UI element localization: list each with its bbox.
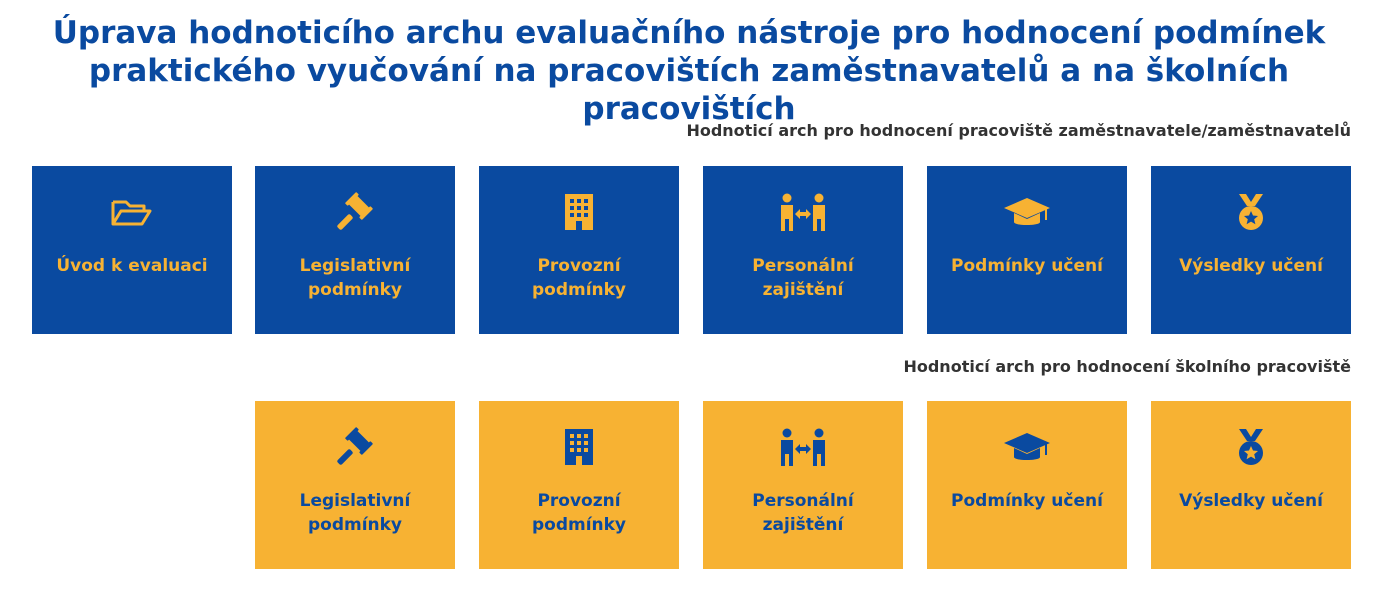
people-exchange-icon [703,192,903,232]
tile-label: Personální zajištění [752,491,854,535]
tile-label: Personální zajištění [752,256,854,300]
tile-label: Úvod k evaluaci [56,256,208,276]
people-exchange-icon [703,427,903,467]
tile-label: Podmínky učení [951,491,1103,511]
school-tile-podminky-uceni[interactable] [927,401,1127,569]
graduation-cap-icon [927,427,1127,467]
medal-icon [1151,192,1351,232]
building-icon [479,192,679,232]
tile-label: Provozní podmínky [531,491,627,535]
school-section-label: Hodnoticí arch pro hodnocení školního pracoviště [903,357,1351,376]
gavel-icon [255,192,455,232]
tile-label: Legislativní podmínky [299,491,411,535]
tile-label: Podmínky učení [951,256,1103,276]
employer-section-label: Hodnoticí arch pro hodnocení pracoviště zaměstnavatele/zaměstnavatelů [686,121,1351,140]
medal-icon [1151,427,1351,467]
employer-tile-provozni[interactable] [479,166,679,334]
page-title-line-2: praktického vyučování na pracovištích zaměstnavatelů a na školních pracovištích [88,53,1290,127]
tile-label: Výsledky učení [1179,256,1323,276]
building-icon [479,427,679,467]
tile-label: Výsledky učení [1179,491,1323,511]
school-tile-personalni[interactable] [703,401,903,569]
employer-tile-podminky-uceni[interactable] [927,166,1127,334]
graduation-cap-icon [927,192,1127,232]
tile-label: Provozní podmínky [531,256,627,300]
page-title-line-1: Úprava hodnoticího archu evaluačního nástroje pro hodnocení podmínek [52,15,1326,51]
folder-open-icon [32,192,232,232]
page-title [0,14,1378,128]
employer-tile-uvod[interactable] [32,166,232,334]
school-tile-legislativni[interactable] [255,401,455,569]
employer-tile-personalni[interactable] [703,166,903,334]
employer-tile-vysledky-uceni[interactable] [1151,166,1351,334]
employer-tile-legislativni[interactable] [255,166,455,334]
school-tile-vysledky-uceni[interactable] [1151,401,1351,569]
gavel-icon [255,427,455,467]
tile-label: Legislativní podmínky [299,256,411,300]
school-tile-provozni[interactable] [479,401,679,569]
